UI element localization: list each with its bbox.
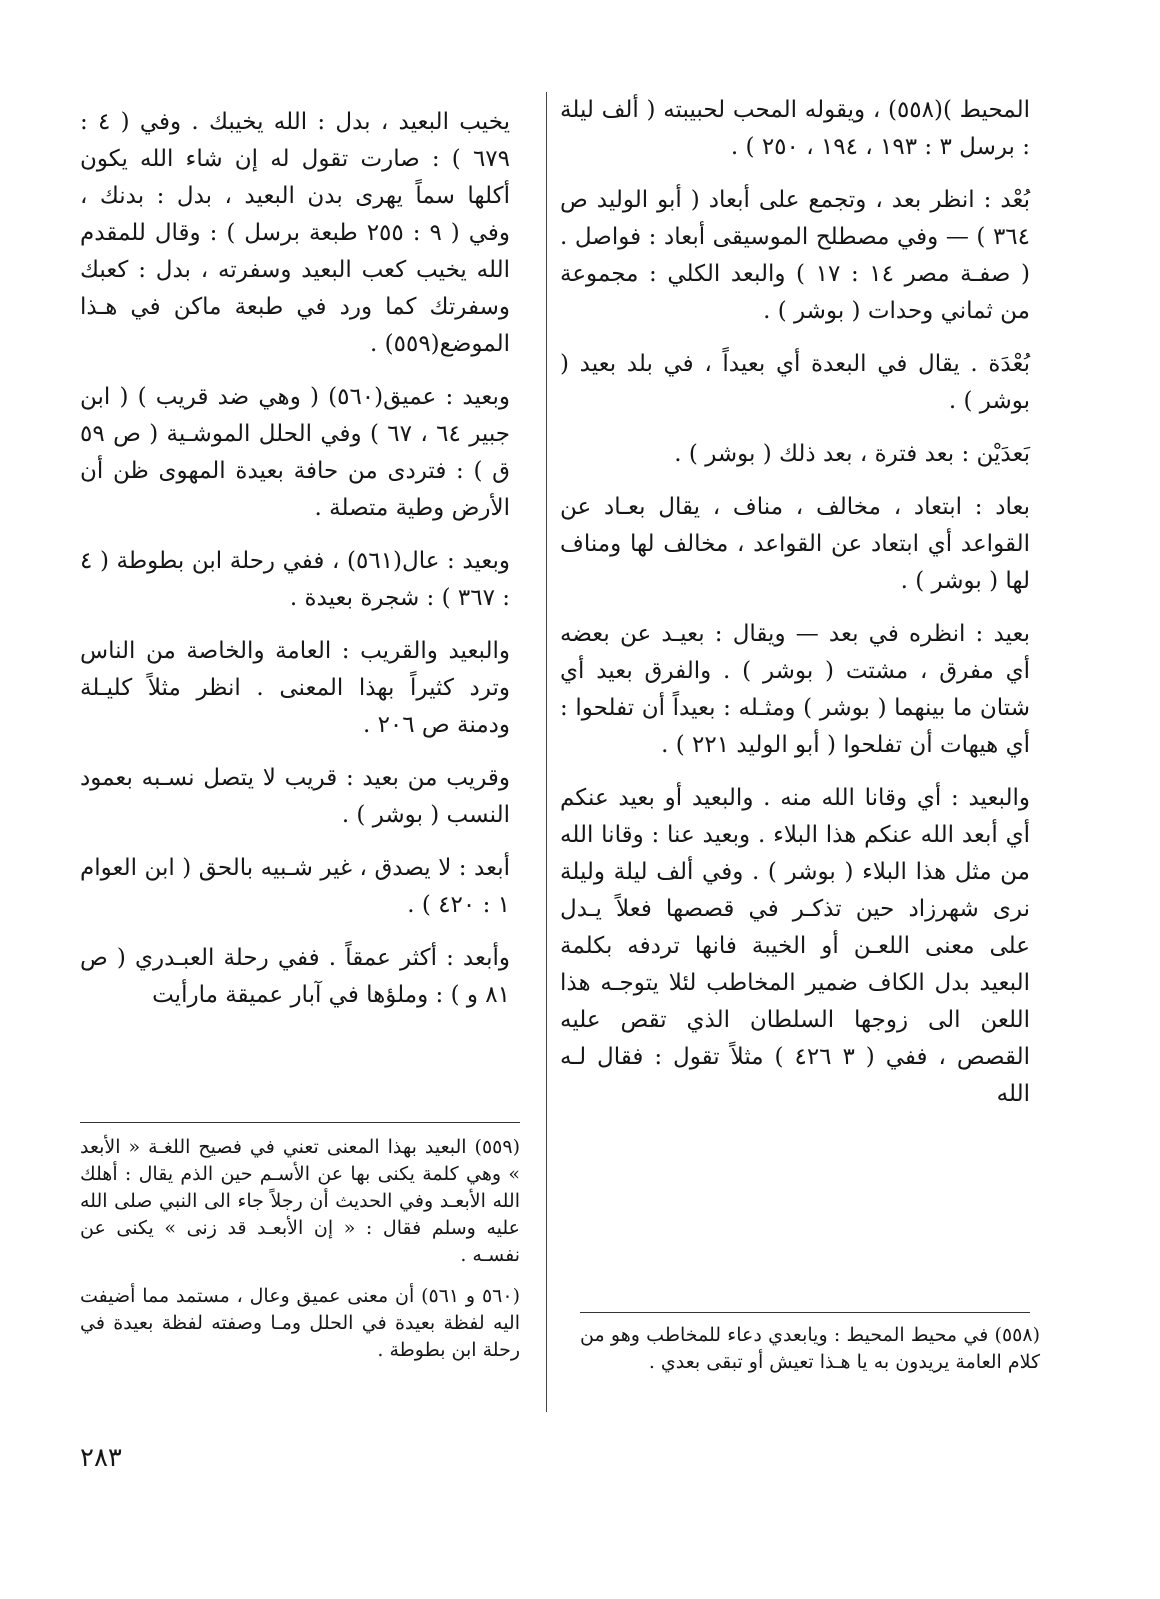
left-column [80,104,510,1030]
footnote: (٥٥٩) البعيد بهذا المعنى تعني في فصيح اللغـة « الأبعد » وهي كلمة يكنى بها عن الأسـم حين الذم يقال : أهلك الله الأبعـد وفي الحديث أن رجلاً جاء الى النبي صلى الله عليه وسلم فقال : « إن الأبعـد قد زنى » يكنى عن نفسـه . [80,1136,520,1266]
footnote-rule [80,1122,520,1123]
entry-paragraph: والبعيد والقريب : العامة والخاصة من الناس وترد كثيراً بهذا المعنى . انظر مثلاً كليـلة ودمنة ص ٢٠٦ . [80,638,510,738]
entry-paragraph: المحيط )(٥٥٨) ، ويقوله المحب لحبيبته ( ألف ليلة : برسل ٣ : ١٩٣ ، ١٩٤ ، ٢٥٠ ) . [560,97,1030,160]
entry-paragraph: وقريب من بعيد : قريب لا يتصل نسـبه بعمود النسب ( بوشر ) . [80,765,510,828]
entry-paragraph: يخيب البعيد ، بدل : الله يخيبك . وفي ( ٤ : ٦٧٩ ) : صارت تقول له إن شاء الله يكون أكلها سماً يهرى بدن البعيد ، بدل : بدنك ، وفي ( ٩ : ٢٥٥ طبعة برسل ) : وقال للمقدم الله يخيب كعب البعيد وسفرته ، بدل : كعبك وسفرتك كما ورد في طبعة ماكن في هـذا الموضع(٥٥٩) . [80,109,510,357]
entry-paragraph: والبعيد : أي وقانا الله منه . والبعيد أو بعيد عنكم أي أبعد الله عنكم هذا البلاء . وبعيد عنا : وقانا الله من مثل هذا البلاء ( بوشر ) . وفي ألف ليلة وليلة نرى شهرزاد حين تذكـر في قصصها فعلاً يـدل على معنى اللعـن أو الخيبة فانها تردفه بكلمة البعيد بدل الكاف ضمير المخاطب لئلا يتوجـه هذا اللعن الى زوجها السلطان الذي تقص عليه القصص ، ففي ( ٣ ٤٢٦ ) مثلاً تقول : فقال لـه الله [560,785,1030,1107]
column-divider [546,92,547,1412]
footnote: (٥٦٠ و ٥٦١) أن معنى عميق وعال ، مستمد مما أضيفت اليه لفظة بعيدة في الحلل ومـا وصفته لفظة بعيدة في رحلة ابن بطوطة . [80,1285,520,1361]
entry-paragraph: بعيد : انظره في بعد — ويقال : بعيـد عن بعضه أي مفرق ، مشتت ( بوشر ) . والفرق بعيد أي شتان ما بينهما ( بوشر ) ومثـله : بعيداً أن تفلحوا : أي هيهات أن تفلحوا ( أبو الوليد ٢٢١ ) . [560,621,1030,758]
entry-paragraph: بُعْد : انظر بعد ، وتجمع على أبعاد ( أبو الوليد ص ٣٦٤ ) — وفي مصطلح الموسيقى أبعاد : فواصل . ( صفـة مصر ١٤ : ١٧ ) والبعد الكلي : مجموعة من ثماني وحدات ( بوشر ) . [560,187,1030,324]
footnotes-right [580,1322,1040,1390]
entry-paragraph: بَعدَيْن : بعد فترة ، بعد ذلك ( بوشر ) . [674,441,1030,467]
footnote-rule [580,1312,1030,1313]
entry-paragraph: بُعْدَة . يقال في البعدة أي بعيداً ، في بلد بعيد ( بوشر ) . [560,351,1030,414]
entry-paragraph: بعاد : ابتعاد ، مخالف ، مناف ، يقال بعـاد عن القواعد أي ابتعاد عن القواعد ، مخالف لها ومناف لها ( بوشر ) . [560,494,1030,594]
right-column [560,92,1030,1129]
entry-paragraph: أبعد : لا يصدق ، غير شـبيه بالحق ( ابن العوام ١ : ٤٢٠ ) . [80,855,510,918]
entry-paragraph: وبعيد : عميق(٥٦٠) ( وهي ضد قريب ) ( ابن جبير ٦٤ ، ٦٧ ) وفي الحلل الموشـية ( ص ٥٩ ق ) : فتردى من حافة بعيدة المهوى ظن أن الأرض وطية متصلة . [80,384,510,521]
entry-paragraph: وبعيد : عال(٥٦١) ، ففي رحلة ابن بطوطة ( ٤ : ٣٦٧ ) : شجرة بعيدة . [80,548,510,611]
footnotes-left [80,1134,520,1378]
page-number: ٢٨٣ [80,1443,122,1473]
footnote: (٥٥٨) في محيط المحيط : ويابعدي دعاء للمخاطب وهو من كلام العامة يريدون به يا هـذا تعيش أو تبقى بعدي . [580,1324,1040,1373]
entry-paragraph: وأبعد : أكثر عمقاً . ففي رحلة العبـدري ( ص ٨١ و ) : وملؤها في آبار عميقة مارأيت [80,945,510,1008]
